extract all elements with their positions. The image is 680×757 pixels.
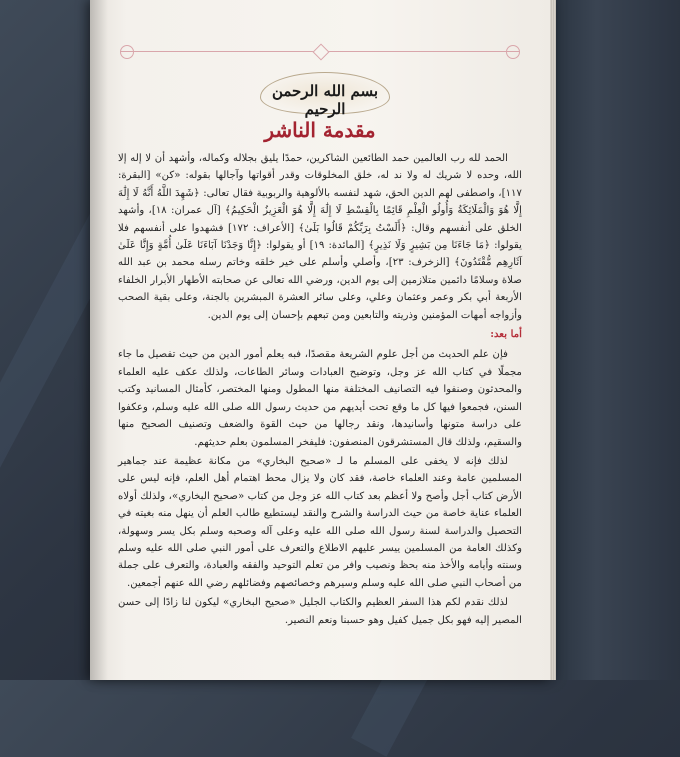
page-edge <box>550 0 556 680</box>
ornament-circle-icon <box>120 45 134 59</box>
page-title: مقدمة الناشر <box>264 118 376 142</box>
ornament-circle-icon <box>506 45 520 59</box>
paragraph-closing: لذلك نقدم لكم هذا السفر العظيم والكتاب الجليل «صحيح البخاري» ليكون لنا زادًا إلى حسن المصير إليه فهو بكل جميل كفيل وهو حسبنا ونعم النصير. <box>118 597 522 626</box>
paragraph-intro: الحمد لله رب العالمين حمد الطائعين الشاكرين، حمدًا يليق بجلاله وكماله، وأشهد أن لا إله إلا الله، وحده لا شريك له ولا ند له، خلق المخلوقات وقدر أقواتها وآجالها بقوله: «كن» [البقرة: ١١٧]، واصطفى لهم الدين الحق، شهد لنفسه بالألوهية والربوبية فقال تعالى: ﴿شَهِدَ اللَّهُ أَنَّهُ لَا إِلَٰهَ إِلَّا هُوَ وَالْمَلَائِكَةُ وَأُولُو الْعِلْمِ قَائِمًا بِالْقِسْطِ لَا إِلَٰهَ إِلَّا هُوَ الْعَزِيزُ الْحَكِيمُ﴾ [آل عمران: ١٨]، وأشهد الخلق على أنفسهم وقال: ﴿أَلَسْتُ بِرَبِّكُمْ قَالُوا بَلَىٰ﴾ [الأعراف: ١٧٢] فشهدوا على أنفسهم فلا يقولوا: ﴿مَا جَاءَنَا مِن بَشِيرٍ وَلَا نَذِيرٍ﴾ [المائدة: ١٩] أو يقولوا: ﴿إِنَّا وَجَدْنَا آبَاءَنَا عَلَىٰ أُمَّةٍ وَإِنَّا عَلَىٰ آثَارِهِم مُّقْتَدُونَ﴾ [الزخرف: ٢٣]، وأصلي وأسلم على خير خلقه وخاتم رسله محمد بن عبد الله صلاة وسلامًا دائمين متلازمين إلى يوم الدين، ورضي الله تعالى عن صحابته الأطهار الأبرار الخلفاء الأربعة أبي بكر وعمر وعثمان وعلي، وعلى سائر العشرة المبشرين بالجنة، وعلى بقية الصحب وأزواجه أمهات المؤمنين وذريته والتابعين ومن تبعهم بإحسان إلى يوم الدين. <box>118 153 522 321</box>
page-fold-shadow <box>90 0 108 680</box>
body-text <box>118 150 522 631</box>
header-ornament <box>120 44 520 60</box>
amma-baad-heading: أما بعد: <box>490 328 522 341</box>
paragraph-bukhari: لذلك فإنه لا يخفى على المسلم ما لـ «صحيح البخاري» من مكانة عظيمة عند جماهير المسلمين عامة وعند العلماء خاصة، فقد كان ولا يزال محط اهتمام أهل العلم، فإنه ليس على الأرض كتاب أجل وأصح ولا أعظم بعد كتاب الله عز وجل من كتاب «صحيح البخاري»، ولذلك أولاه العلماء عناية خاصة من حيث الدراسة والشرح والنقد ليستطيع طالب العلم أن ينهل منه بغيته في التحصيل والدراسة لسنة رسول الله صلى الله عليه وعلى آله وصحبه وسلم بكل يسر وسهولة، وكذلك العامة من المسلمين ييسر عليهم الاطلاع والتعرف على أمور النبي صلى الله عليه وسلم وسنته وأيامه والأخذ منه بحظ ونصيب وافر من تعلم التوحيد والفقه والعبادة، والتعرف على جملة من أصحاب النبي صلى الله عليه وسلم وسيرهم وخصائصهم وفضائلهم رضي الله عنهم أجمعين. <box>118 455 522 589</box>
paragraph-hadith: فإن علم الحديث من أجل علوم الشريعة مقصدًا، فبه يعلم أمور الدين من حيث تفصيل ما جاء مجملًا في كتاب الله عز وجل، وتوضيح العبادات وسائر الطاعات، ولذلك عكف عليه العلماء والمحدثون وصنفوا فيه التصانيف المختلفة منها المطول ومنها المختصر، كأمثال المسانيد وكتب السنن، فجمعوا فيها كل ما وقع تحت أيديهم من حديث رسول الله صلى الله عليه وسلم، وعكفوا على دراسة متونها وأسانيدها، ونقد رجالها من حيث القوة والضعف وتصنيف الصحيح منها والسقيم، ولذلك قال المستشرقون المنصفون: فليفخر المسلمون بعلم حديثهم. <box>118 349 522 448</box>
book-page <box>90 0 550 680</box>
adjacent-book <box>540 0 680 680</box>
ornament-diamond-icon <box>313 44 330 61</box>
basmala: بسم الله الرحمن الرحيم <box>271 82 379 118</box>
basmala-cartouche <box>260 72 390 118</box>
